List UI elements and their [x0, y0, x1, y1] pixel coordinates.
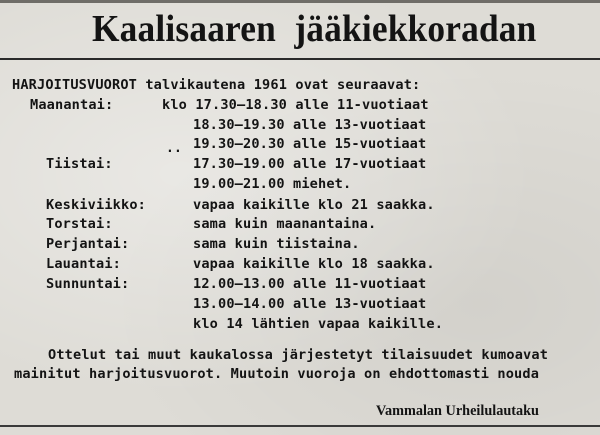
- schedule-slot: sama kuin maanantaina.: [193, 216, 377, 232]
- schedule-slot: 13.00—14.00 alle 13-vuotiaat: [193, 296, 427, 312]
- schedule-slot: klo 14 lähtien vapaa kaikille.: [193, 316, 444, 332]
- headline-rule: [0, 58, 600, 60]
- top-rule: [0, 0, 600, 3]
- headline: Kaalisaaren jääkiekkoradan: [92, 8, 537, 50]
- day-label-tuesday: Tiistai:: [46, 156, 113, 172]
- signature: Vammalan Urheilulautaku: [376, 403, 539, 419]
- schedule-slot: sama kuin tiistaina.: [193, 236, 360, 252]
- stray-dots: ..: [166, 141, 182, 156]
- schedule-slot: 17.30—19.00 alle 17-vuotiaat: [193, 156, 427, 172]
- schedule-slot: vapaa kaikille klo 18 saakka.: [193, 256, 435, 272]
- day-label-saturday: Lauantai:: [46, 256, 122, 272]
- schedule-slot: 12.00—13.00 alle 11-vuotiaat: [193, 276, 427, 292]
- intro-line: HARJOITUSVUOROT talvikautena 1961 ovat seuraavat:: [12, 77, 421, 93]
- notice-line: Ottelut tai muut kaukalossa järjestetyt tilaisuudet kumoavat: [48, 347, 549, 363]
- schedule-slot: vapaa kaikille klo 21 saakka.: [193, 197, 435, 213]
- notice-paragraph: [14, 346, 600, 384]
- day-label-monday: Maanantai:: [30, 97, 114, 113]
- day-label-sunday: Sunnuntai:: [46, 276, 130, 292]
- notice-line: mainitut harjoitusvuorot. Muutoin vuoroja on ehdottomasti nouda: [14, 366, 540, 383]
- day-label-wednesday: Keskiviikko:: [46, 197, 147, 213]
- day-label-thursday: Torstai:: [46, 216, 113, 232]
- schedule-slot: 19.30—20.30 alle 15-vuotiaat: [193, 136, 427, 152]
- bottom-rule: [0, 425, 600, 427]
- schedule-slot: 19.00—21.00 miehet.: [193, 176, 352, 192]
- day-label-friday: Perjantai:: [46, 236, 130, 252]
- schedule-slot: 18.30—19.30 alle 13-vuotiaat: [193, 117, 427, 133]
- schedule-slot: klo 17.30—18.30 alle 11-vuotiaat: [162, 97, 429, 113]
